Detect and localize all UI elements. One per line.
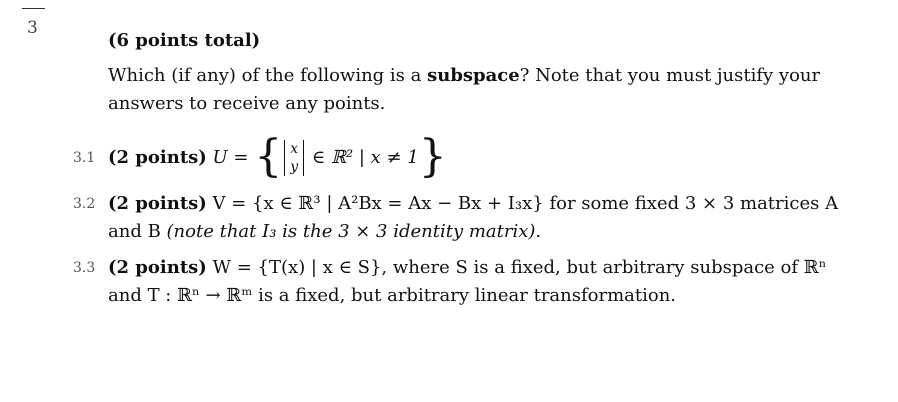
intro-keyword: subspace: [427, 65, 520, 86]
subquestion-number: 3.2: [73, 196, 96, 212]
subquestion-number: 3.3: [73, 260, 96, 276]
subquestion-number: 3.1: [73, 150, 96, 166]
subquestion-points: (2 points): [108, 257, 207, 278]
top-rule: [22, 8, 45, 9]
column-vector: [284, 140, 304, 176]
subquestion-text: W = {T(x) | x ∈ S}, where S is a fixed, but arbitrary subspace of ℝⁿ and T : ℝⁿ → ℝᵐ is a fixed, but arbitrary linear transformation.: [108, 257, 827, 306]
open-brace: {: [254, 131, 283, 182]
subquestion-points: (2 points): [108, 193, 207, 214]
question-number: 3: [27, 18, 38, 38]
intro-paragraph: [108, 62, 848, 118]
subquestion-body: [108, 190, 848, 246]
subquestion-body: [108, 254, 848, 310]
subquestion-points: (2 points): [108, 147, 207, 168]
intro-text-2: ? Note that you must justify your answers to receive any points.: [108, 65, 821, 114]
set-lhs: U =: [212, 147, 249, 168]
points-header: (6 points total): [108, 30, 261, 51]
subquestion-text: V = {x ∈ ℝ³ | A²Bx = Ax − Bx + I₃x} for some fixed 3 × 3 matrices A and B: [108, 193, 839, 242]
vector-entry: y: [290, 159, 299, 175]
subquestion-body: [108, 131, 848, 182]
close-brace: }: [418, 131, 447, 182]
subquestion-note: (note that I₃ is the 3 × 3 identity matrix).: [166, 221, 542, 242]
set-condition: ∈ ℝ² | x ≠ 1: [311, 147, 419, 168]
vector-entry: x: [290, 141, 299, 157]
intro-text-1: Which (if any) of the following is a: [108, 65, 422, 86]
